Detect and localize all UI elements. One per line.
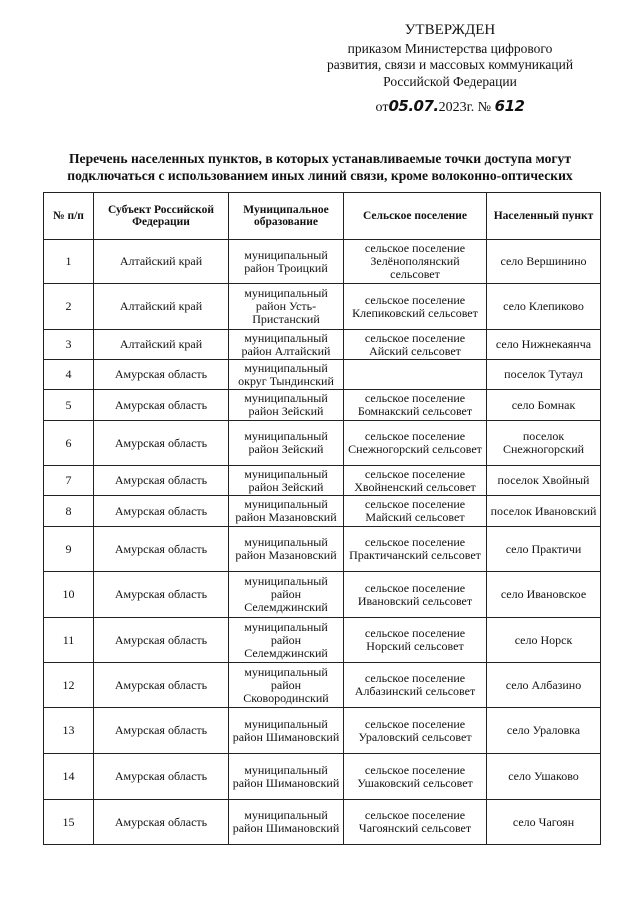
cell-subject: Амурская область [94, 496, 229, 527]
table-row [44, 360, 601, 390]
cell-subject: Амурская область [94, 708, 229, 754]
cell-settlement: сельское поселение Клепиковский сельсовет [344, 284, 487, 330]
cell-settlement: сельское поселение Айский сельсовет [344, 330, 487, 360]
table-row [44, 708, 601, 754]
cell-municipal: муниципальный район Селемджинский [229, 572, 344, 618]
cell-locality: село Вершинино [487, 240, 601, 284]
table-row [44, 572, 601, 618]
cell-locality: поселок Хвойный [487, 466, 601, 496]
cell-municipal: муниципальный район Троицкий [229, 240, 344, 284]
cell-subject: Амурская область [94, 618, 229, 663]
cell-locality: село Ивановское [487, 572, 601, 618]
cell-locality: село Норск [487, 618, 601, 663]
order-year-suffix: г. № [466, 100, 492, 115]
title-line-1: Перечень населенных пунктов, в которых устанавливаемые точки доступа могут [68, 151, 572, 166]
table-row [44, 240, 601, 284]
cell-subject: Амурская область [94, 527, 229, 572]
cell-num: 11 [44, 618, 94, 663]
cell-num: 6 [44, 421, 94, 466]
cell-num: 14 [44, 754, 94, 800]
header-settlement: Сельское поселение [344, 193, 487, 240]
cell-subject: Амурская область [94, 390, 229, 421]
cell-municipal: муниципальный район Зейский [229, 390, 344, 421]
cell-settlement: сельское поселение Майский сельсовет [344, 496, 487, 527]
cell-num: 8 [44, 496, 94, 527]
header-subject: Субъект Российской Федерации [94, 193, 229, 240]
cell-municipal: муниципальный район Мазановский [229, 527, 344, 572]
cell-settlement: сельское поселение Ивановский сельсовет [344, 572, 487, 618]
cell-settlement: сельское поселение Хвойненский сельсовет [344, 466, 487, 496]
cell-locality: село Бомнак [487, 390, 601, 421]
cell-num: 2 [44, 284, 94, 330]
cell-settlement: сельское поселение Ураловский сельсовет [344, 708, 487, 754]
document-title [36, 150, 604, 184]
cell-num: 15 [44, 800, 94, 845]
cell-municipal: муниципальный округ Тындинский [229, 360, 344, 390]
cell-locality: село Албазино [487, 663, 601, 708]
table-row [44, 330, 601, 360]
cell-num: 1 [44, 240, 94, 284]
cell-subject: Амурская область [94, 800, 229, 845]
cell-municipal: муниципальный район Зейский [229, 421, 344, 466]
localities-table [43, 192, 601, 845]
title-line-2: подключаться с использованием иных линий связи, кроме волоконно-оптических [67, 168, 573, 183]
cell-locality: село Ушаково [487, 754, 601, 800]
table-row [44, 754, 601, 800]
approval-line-1: приказом Министерства цифрового [347, 40, 553, 56]
cell-num: 9 [44, 527, 94, 572]
cell-subject: Алтайский край [94, 330, 229, 360]
cell-settlement: сельское поселение Зелёнополянский сельсовет [344, 240, 487, 284]
header-num: № п/п [44, 193, 94, 240]
cell-num: 7 [44, 466, 94, 496]
cell-subject: Амурская область [94, 572, 229, 618]
order-year: 2023 [438, 100, 467, 115]
cell-municipal: муниципальный район Зейский [229, 466, 344, 496]
cell-num: 10 [44, 572, 94, 618]
cell-subject: Амурская область [94, 754, 229, 800]
cell-settlement: сельское поселение Албазинский сельсовет [344, 663, 487, 708]
cell-settlement: сельское поселение Бомнакский сельсовет [344, 390, 487, 421]
cell-subject: Амурская область [94, 466, 229, 496]
cell-subject: Амурская область [94, 360, 229, 390]
table-header-row [44, 193, 601, 240]
cell-subject: Алтайский край [94, 284, 229, 330]
cell-num: 3 [44, 330, 94, 360]
table-row [44, 390, 601, 421]
cell-locality: село Клепиково [487, 284, 601, 330]
order-prefix: от [375, 100, 389, 115]
cell-num: 5 [44, 390, 94, 421]
cell-municipal: муниципальный район Селемджинский [229, 618, 344, 663]
cell-locality: село Чагоян [487, 800, 601, 845]
order-number-handwritten: 612 [494, 97, 525, 115]
table-row [44, 466, 601, 496]
cell-subject: Амурская область [94, 421, 229, 466]
cell-locality: поселок Снежногорский [487, 421, 601, 466]
cell-municipal: муниципальный район Усть-Пристанский [229, 284, 344, 330]
cell-municipal: муниципальный район Шимановский [229, 754, 344, 800]
header-municipal: Муниципальное образование [229, 193, 344, 240]
cell-settlement: сельское поселение Чагоянский сельсовет [344, 800, 487, 845]
table-row [44, 663, 601, 708]
cell-subject: Алтайский край [94, 240, 229, 284]
cell-municipal: муниципальный район Алтайский [229, 330, 344, 360]
cell-settlement: сельское поселение Норский сельсовет [344, 618, 487, 663]
table-row [44, 496, 601, 527]
approval-line-3: Российской Федерации [383, 73, 517, 89]
cell-settlement: сельское поселение Практичанский сельсовет [344, 527, 487, 572]
order-date-handwritten: 05.07. [388, 97, 439, 115]
approval-stamp [300, 22, 600, 117]
table-row [44, 421, 601, 466]
cell-settlement: сельское поселение Ушаковский сельсовет [344, 754, 487, 800]
cell-locality: поселок Ивановский [487, 496, 601, 527]
table-row [44, 284, 601, 330]
header-locality: Населенный пункт [487, 193, 601, 240]
cell-municipal: муниципальный район Мазановский [229, 496, 344, 527]
cell-locality: поселок Тутаул [487, 360, 601, 390]
order-line [300, 98, 600, 117]
table-row [44, 800, 601, 845]
cell-locality: село Нижнекаянча [487, 330, 601, 360]
cell-num: 12 [44, 663, 94, 708]
cell-subject: Амурская область [94, 663, 229, 708]
cell-municipal: муниципальный район Шимановский [229, 708, 344, 754]
cell-municipal: муниципальный район Шимановский [229, 800, 344, 845]
cell-num: 13 [44, 708, 94, 754]
cell-num: 4 [44, 360, 94, 390]
cell-settlement: сельское поселение Снежногорский сельсовет [344, 421, 487, 466]
cell-settlement [344, 360, 487, 390]
approval-heading: УТВЕРЖДЕН [404, 22, 496, 38]
table-row [44, 618, 601, 663]
table-row [44, 527, 601, 572]
cell-locality: село Ураловка [487, 708, 601, 754]
cell-locality: село Практичи [487, 527, 601, 572]
approval-line-2: развития, связи и массовых коммуникаций [326, 57, 574, 72]
cell-municipal: муниципальный район Сковородинский [229, 663, 344, 708]
